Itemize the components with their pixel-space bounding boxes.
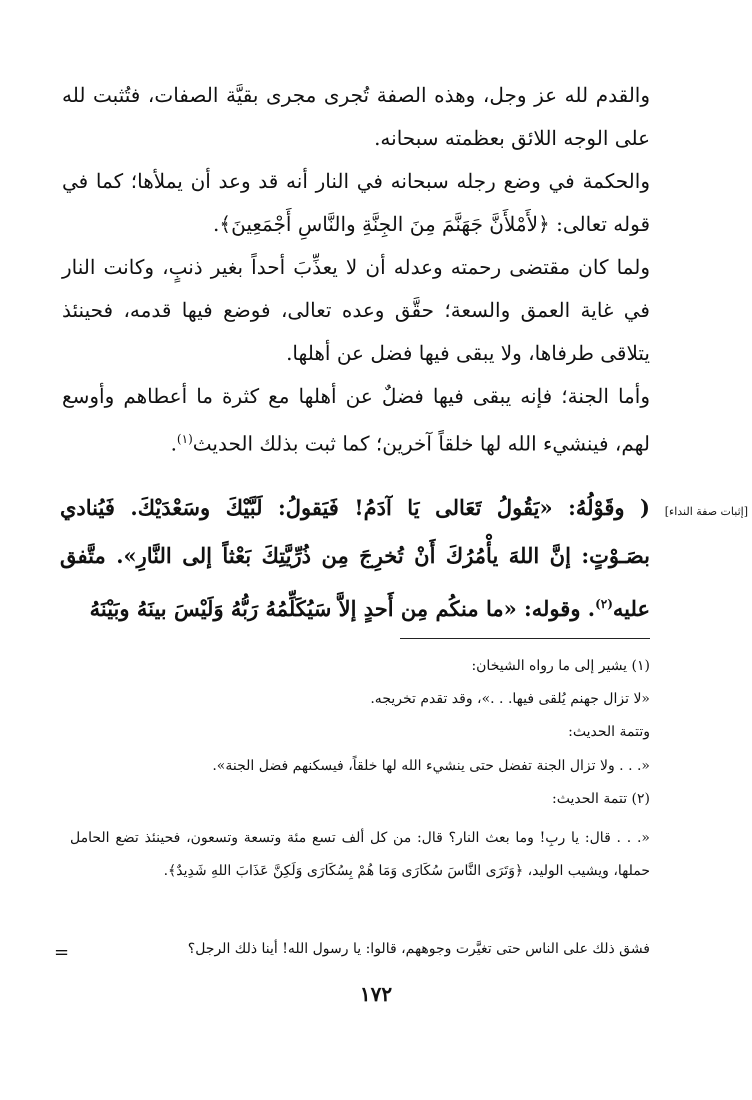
matn-text-part-1: ( وقَوْلُهُ: «يَقُولُ تَعَالى يَا آدَمُ! فَيَقولُ: لَبَّيْكَ وسَعْدَيْكَ. فَيُنادي بصَـوْتٍ: إنَّ اللهَ يأْمُرُكَ أَنْ تُخرِجَ مِن ذُرِّيَّتِكَ بَعْثاً إلى النَّارِ». متَّفق عليه — [60, 495, 650, 621]
body-paragraph-1: والقدم لله عز وجل، وهذه الصفة تُجرى مجرى بقيَّة الصفات، فتُثبت لله على الوجه اللائق بعظمته سبحانه. — [62, 83, 650, 150]
footnote-line-7: فشق ذلك على الناس حتى تغيَّرت وجوههم، قالوا: يا رسول الله! أينا ذلك الرجل؟ — [187, 941, 650, 957]
footnote-line-5: (٢) تتمة الحديث: — [552, 791, 650, 807]
footnote-line-6: «. . . قال: يا ربِ! وما بعث النار؟ قال: من كل ألف تسع مئة وتسعة وتسعون، فحينئذ تضع الحامل حملها، ويشيب الوليد، ﴿وَتَرَى النَّاسَ سُكَارَى وَمَا هُمْ بِسُكَارَى وَلَكِنَّ عَذَابَ اللهِ شَدِيدٌ﴾. — [70, 830, 650, 879]
footnote-ref-1: (١) — [176, 432, 193, 446]
footnote-line-2: «لا تزال جهنم يُلقى فيها. . .»، وقد تقدم تخريجه. — [370, 691, 650, 707]
footnote-line-3: وتتمة الحديث: — [568, 724, 650, 740]
continuation-mark: = — [54, 942, 70, 963]
body-paragraph-4 — [62, 375, 650, 466]
footnote-line-4: «. . . ولا تزال الجنة تفضل حتى ينشيء الله لها خلقاً، فيسكنهم فضل الجنة». — [212, 758, 650, 774]
body-paragraph-4-text: وأما الجنة؛ فإنه يبقى فيها فضلٌ عن أهلها مع كثرة ما أعطاهم وأوسع لهم، فينشيء الله لها خلقاً آخرين؛ كما ثبت بذلك الحديث — [62, 384, 650, 456]
margin-note: [إثبات صفة النداء] — [664, 505, 748, 518]
matn-text-part-2: . وقوله: «ما منكُم مِن أَحدٍ إلاَّ سَيُكَلِّمُهُ رَبُّهُ وَلَيْسَ بينَهُ وبَيْنَهُ — [89, 596, 596, 621]
body-paragraph-4-end: . — [170, 431, 177, 456]
body-paragraph-3: ولما كان مقتضى رحمته وعدله أن لا يعذِّبَ أحداً بغير ذنبٍ، وكانت النار في غاية العمق والسعة؛ حقَّق وعده تعالى، فوضع فيها قدمه، فحينئذ يتلاقى طرفاها، ولا يبقى فيها فضل عن أهلها. — [62, 255, 650, 365]
body-paragraph-2: والحكمة في وضع رجله سبحانه في النار أنه قد وعد أن يملأها؛ كما في قوله تعالى: ﴿لأَمْلأَنَّ جَهَنَّمَ مِنَ الجِنَّةِ والنَّاسِ أَجْمَعِينَ﴾. — [62, 169, 650, 236]
matn-text — [60, 484, 650, 633]
footnote-line-1: (١) يشير إلى ما رواه الشيخان: — [471, 658, 650, 674]
page-number: ١٧٢ — [359, 982, 393, 1006]
footnote-ref-2: (٢) — [595, 597, 613, 611]
footnote-separator — [400, 638, 650, 639]
